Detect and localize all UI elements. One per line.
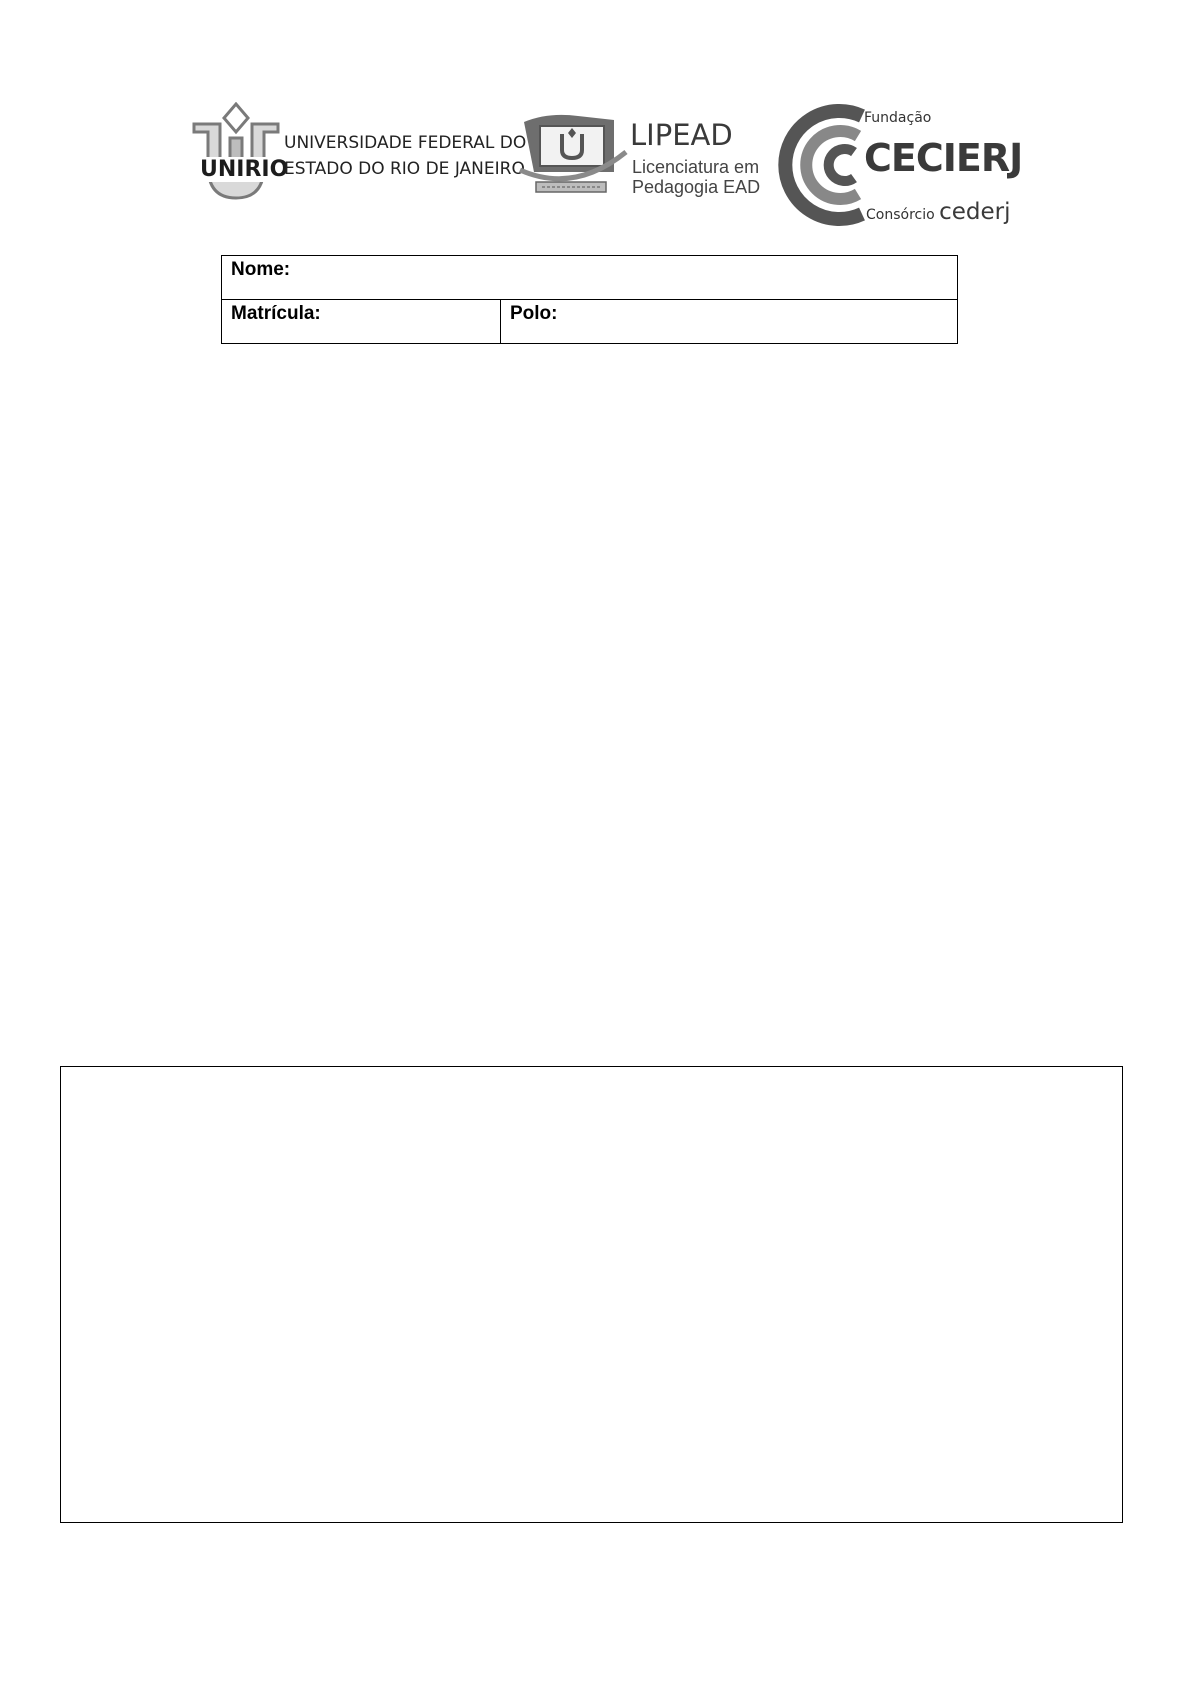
cecierj-name: CECIERJ	[864, 136, 1023, 180]
lipead-subtitle-line1: Licenciatura em	[632, 157, 760, 177]
cecierj-emblem-icon	[774, 102, 870, 228]
lipead-subtitle	[632, 157, 760, 197]
cecierj-consorcio	[866, 199, 1011, 225]
consorcio-label: Consórcio	[866, 207, 935, 223]
computer-emblem-icon	[518, 112, 630, 212]
unirio-acronym: UNIRIO	[200, 157, 289, 182]
polo-label: Polo:	[510, 303, 558, 324]
polo-cell[interactable]	[501, 300, 957, 343]
matricula-polo-row	[222, 300, 957, 343]
nome-row[interactable]	[222, 256, 957, 300]
matricula-label: Matrícula:	[231, 303, 321, 324]
cecierj-logo	[774, 102, 1023, 228]
answer-box[interactable]	[60, 1066, 1123, 1523]
nome-label: Nome:	[231, 259, 291, 280]
unirio-name	[284, 130, 526, 182]
unirio-name-line1: UNIVERSIDADE FEDERAL DO	[284, 133, 527, 153]
logo-header	[0, 0, 1191, 240]
cederj-wordmark: cederj	[939, 199, 1011, 225]
unirio-name-line2: ESTADO DO RIO DE JANEIRO	[284, 159, 525, 179]
lipead-title: LIPEAD	[630, 118, 733, 152]
cecierj-fundacao: Fundação	[864, 110, 932, 126]
lipead-subtitle-line2: Pedagogia EAD	[632, 177, 761, 197]
student-info-table	[221, 255, 958, 344]
matricula-cell[interactable]	[222, 300, 501, 343]
unirio-logo	[190, 102, 527, 212]
lipead-logo	[518, 112, 761, 212]
